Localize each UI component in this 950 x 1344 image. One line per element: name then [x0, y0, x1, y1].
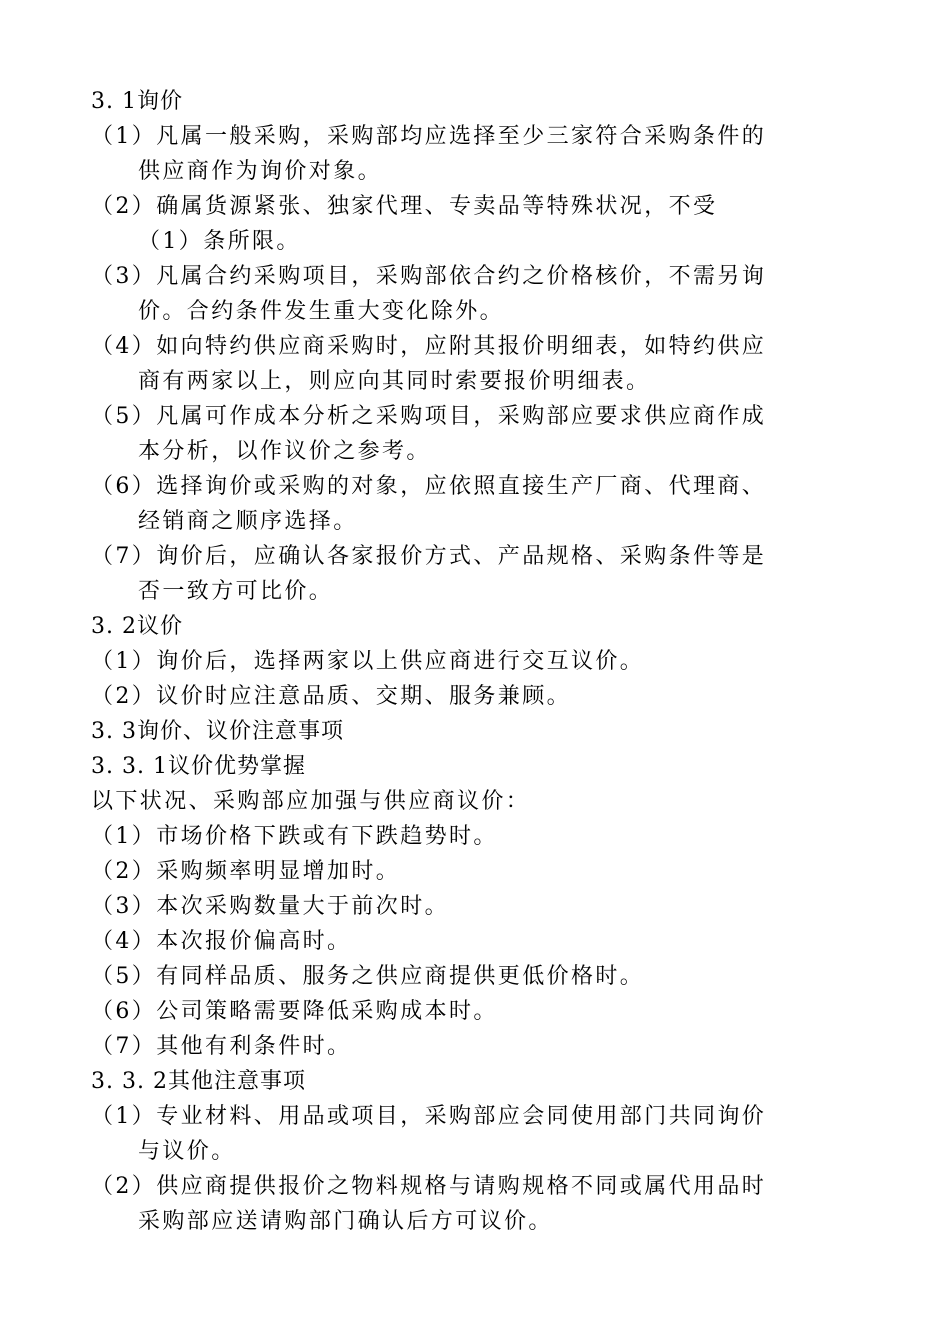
- list-item: （1）专业材料、用品或项目，采购部应会同使用部门共同询价: [91, 1104, 767, 1129]
- list-item-continuation: 商有两家以上，则应向其同时索要报价明细表。: [138, 369, 651, 394]
- document-body: [91, 84, 811, 1239]
- list-item: （4）如向特约供应商采购时，应附其报价明细表，如特约供应: [91, 334, 767, 359]
- section-heading-3-2: 3. 2议价: [91, 614, 183, 639]
- section-heading-3-1: 3. 1询价: [91, 89, 183, 114]
- list-item: （7）询价后，应确认各家报价方式、产品规格、采购条件等是: [91, 544, 767, 569]
- list-item: （1）询价后，选择两家以上供应商进行交互议价。: [91, 649, 645, 674]
- list-item: （2）采购频率明显增加时。: [91, 859, 401, 884]
- list-item: （6）选择询价或采购的对象，应依照直接生产厂商、代理商、: [91, 474, 767, 499]
- list-item: （2）议价时应注意品质、交期、服务兼顾。: [91, 684, 571, 709]
- list-item-continuation: 经销商之顺序选择。: [138, 509, 358, 534]
- list-item: （2）供应商提供报价之物料规格与请购规格不同或属代用品时: [91, 1174, 767, 1199]
- list-item: （6）公司策略需要降低采购成本时。: [91, 999, 498, 1024]
- list-item-continuation: 价。合约条件发生重大变化除外。: [138, 299, 505, 324]
- list-item-continuation: 供应商作为询价对象。: [138, 159, 383, 184]
- list-item-continuation: 否一致方可比价。: [138, 579, 334, 604]
- list-item: （5）凡属可作成本分析之采购项目，采购部应要求供应商作成: [91, 404, 767, 429]
- list-item: （7）其他有利条件时。: [91, 1034, 352, 1059]
- list-item-continuation: 采购部应送请购部门确认后方可议价。: [138, 1209, 553, 1234]
- paragraph-intro: 以下状况、采购部应加强与供应商议价：: [91, 789, 531, 814]
- list-item: （4）本次报价偏高时。: [91, 929, 352, 954]
- list-item: （1）市场价格下跌或有下跌趋势时。: [91, 824, 498, 849]
- list-item: （2）确属货源紧张、独家代理、专卖品等特殊状况，不受: [91, 194, 718, 219]
- list-item-continuation: 本分析，以作议价之参考。: [138, 439, 431, 464]
- list-item: （3）本次采购数量大于前次时。: [91, 894, 449, 919]
- list-item: （1）凡属一般采购，采购部均应选择至少三家符合采购条件的: [91, 124, 767, 149]
- list-item-continuation: （1）条所限。: [138, 229, 301, 254]
- section-heading-3-3: 3. 3询价、议价注意事项: [91, 719, 344, 744]
- list-item: （3）凡属合约采购项目，采购部依合约之价格核价，不需另询: [91, 264, 767, 289]
- section-heading-3-3-2: 3. 3. 2其他注意事项: [91, 1069, 306, 1094]
- section-heading-3-3-1: 3. 3. 1议价优势掌握: [91, 754, 306, 779]
- list-item-continuation: 与议价。: [138, 1139, 236, 1164]
- list-item: （5）有同样品质、服务之供应商提供更低价格时。: [91, 964, 645, 989]
